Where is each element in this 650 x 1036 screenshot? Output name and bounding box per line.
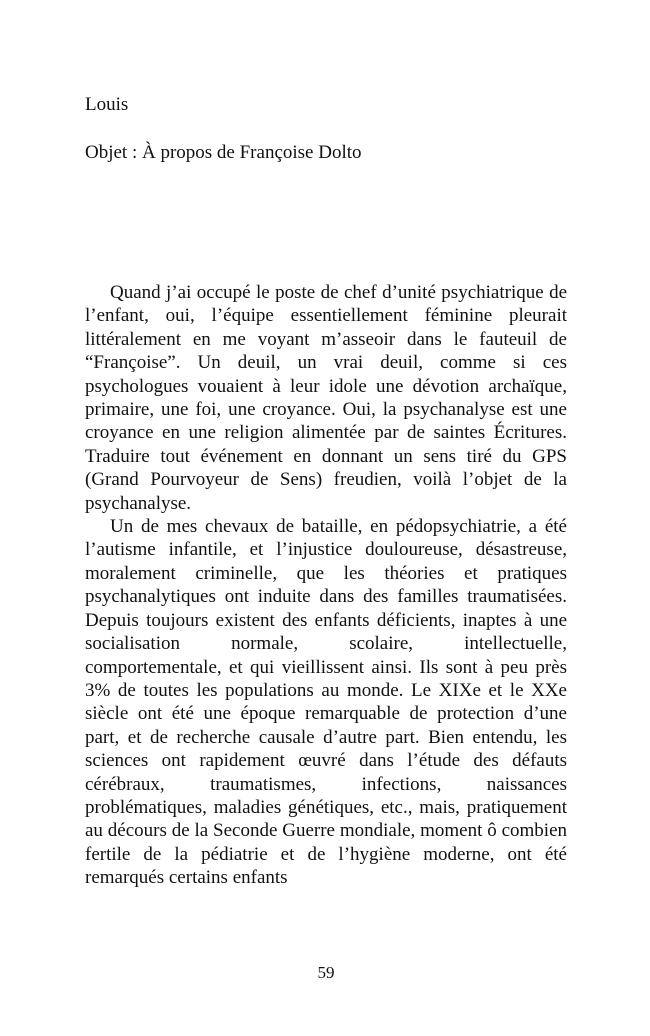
letter-subject: Objet : À propos de Françoise Dolto bbox=[85, 142, 362, 163]
paragraph: Quand j’ai occupé le poste de chef d’unité psychiatrique de l’enfant, oui, l’équipe essentiellement féminine pleurait littéralement en me voyant m’asseoir dans le fauteuil de “Françoise”. Un deuil, un vrai deuil, comme si ces psychologues vouaient à leur idole une dévotion archaïque, primaire, une foi, une croyance. Oui, la psychanalyse est une croyance en une religion alimentée par de saintes Écritures. Traduire tout événement en donnant un sens tiré du GPS (Grand Pourvoyeur de Sens) freudien, voilà l’objet de la psychanalyse. bbox=[85, 282, 567, 514]
body-text bbox=[85, 281, 567, 890]
page-number: 59 bbox=[317, 963, 335, 982]
book-page bbox=[85, 0, 567, 1036]
author-name: Louis bbox=[85, 94, 129, 115]
paragraph: Un de mes chevaux de bataille, en pédopsychiatrie, a été l’autisme infantile, et l’injustice douloureuse, désastreuse, moralement criminelle, que les théories et pratiques psychanalytiques ont induite dans des familles traumatisées. Depuis toujours existent des enfants déficients, inaptes à une socialisation normale, scolaire, intellectuelle, comportementale, et qui vieillissent ainsi. Ils sont à peu près 3% de toutes les populations au monde. Le XIXe et le XXe siècle ont été une époque remarquable de protection d’une part, et de recherche causale d’autre part. Bien entendu, les sciences ont rapidement œuvré dans l’étude des défauts cérébraux, traumatismes, infections, naissances problématiques, maladies génétiques, etc., mais, pratiquement au décours de la Seconde Guerre mondiale, moment ô combien fertile de la pédiatrie et de l’hygiène moderne, ont été remarqués certains enfants bbox=[85, 516, 567, 889]
